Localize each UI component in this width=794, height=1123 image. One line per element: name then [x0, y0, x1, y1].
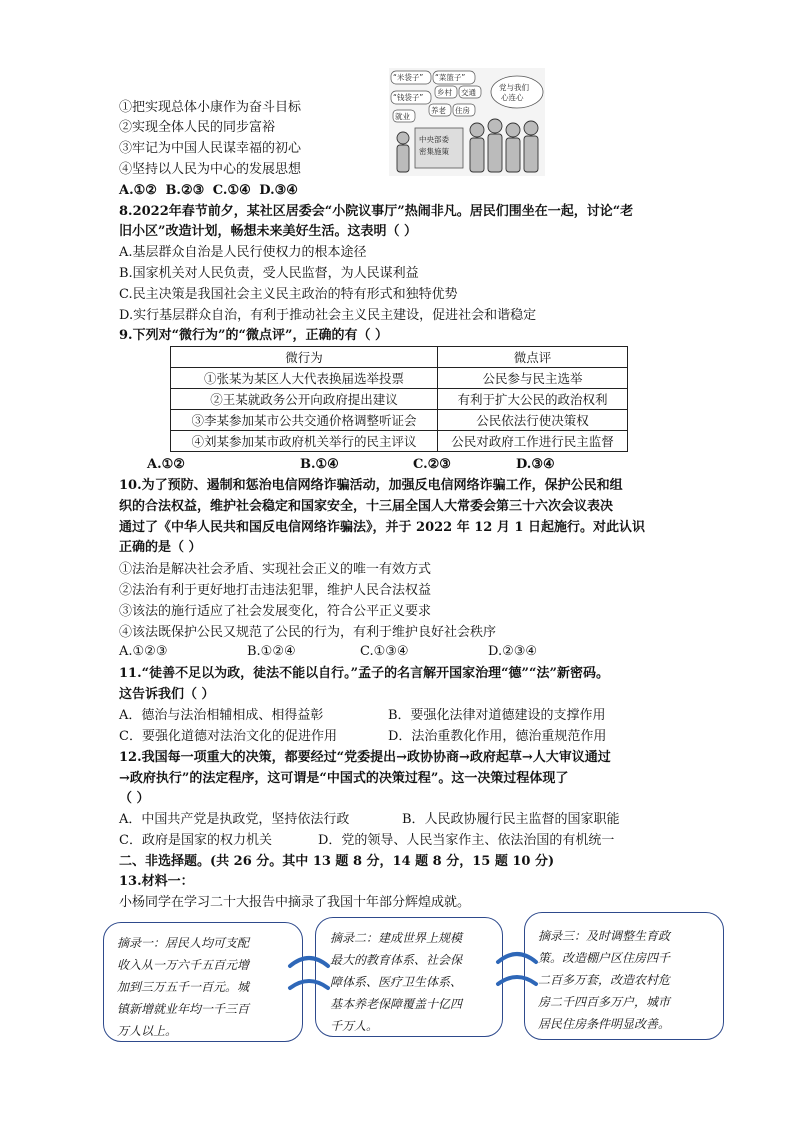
table-header-behavior: 微行为: [171, 347, 438, 368]
q13-title: 13.材料一：: [119, 874, 194, 889]
cartoon-tag-vegetable: “菜篮子”: [435, 73, 466, 82]
q10-option-3: ③该法的施行适应了社会发展变化，符合公平正义要求: [119, 604, 432, 619]
q10-option-4: ④该法既保护公民又规范了公民的行为，有利于维护良好社会秩序: [119, 625, 497, 640]
cartoon-tag-money: “钱袋子”: [393, 93, 424, 102]
q10-answer-b: B.①②④: [247, 644, 296, 659]
q10-answer-d: D.②③④: [488, 644, 538, 659]
table-cell: 公民参与民主选举: [438, 368, 628, 389]
q10-option-2: ②法治有利于更好地打击违法犯罪，维护人民合法权益: [119, 583, 432, 598]
q8-option-c: C.民主决策是我国社会主义民主政治的特有形式和独特优势: [119, 287, 458, 302]
q7-option-4: ④坚持以人民为中心的发展思想: [119, 162, 302, 177]
q12-option-b: B．人民政协履行民主监督的国家职能: [402, 812, 620, 827]
q10-answer-c: C.①③④: [360, 644, 409, 659]
q11-option-a: A．德治与法治相辅相成、相得益彰: [119, 708, 324, 723]
q10-answer-a: A.①②③: [119, 644, 168, 659]
table-cell: ①张某为某区人大代表换届选举投票: [171, 368, 438, 389]
q9-table: [170, 346, 628, 452]
q10-stem-line1: 10.为了预防、遏制和惩治电信网络诈骗活动，加强反电信网络诈骗工作，保护公民和组: [119, 478, 623, 493]
q12-option-d: D．党的领导、人民当家作主、依法治国的有机统一: [318, 833, 615, 848]
table-cell: 公民对政府工作进行民主监督: [438, 431, 628, 452]
q12-stem-line1: 12.我国每一项重大的决策，都要经过“党委提出→政协协商→政府起草→人大审议通过: [119, 750, 611, 765]
q8-option-d: D.实行基层群众自治，有利于推动社会主义民主建设，促进社会和谐稳定: [119, 308, 537, 323]
cartoon-bubble-line1: 党与我们: [499, 83, 529, 92]
cartoon-tag-housing: 住房: [455, 106, 470, 115]
q7-option-1: ①把实现总体小康作为奋斗目标: [119, 100, 302, 115]
excerpt-3-text: 摘录三：及时调整生育政 策。改造棚户区住房四千 二百多万套，改造农村危 房二千四百多万户，城市 居民住房条件明显改善。: [538, 929, 671, 1031]
chain-link-icon: [286, 952, 332, 1002]
excerpt-1-text: 摘录一：居民人均可支配 收入从一万六千五百元增 加到三万五千一百元。城 镇新增就业年均一千三百 万人以上。: [117, 936, 250, 1038]
q9-stem: 9.下列对“微行为”的“微点评”，正确的有（ ）: [119, 328, 389, 343]
chain-link-icon: [494, 948, 540, 998]
q11-stem-line2: 这告诉我们（ ）: [119, 687, 215, 702]
q9-answer-b: B.①④: [300, 457, 339, 472]
table-cell: ②王某就政务公开向政府提出建议: [171, 389, 438, 410]
table-row: [171, 410, 628, 431]
table-cell: 有利于扩大公民的政治权利: [438, 389, 628, 410]
q12-option-c: C．政府是国家的权力机关: [119, 833, 272, 848]
q9-answer-d: D.③④: [516, 457, 555, 472]
table-header-comment: 微点评: [438, 347, 628, 368]
table-row: [171, 431, 628, 452]
q13-intro: 小杨同学在学习二十大报告中摘录了我国十年部分辉煌成就。: [119, 895, 471, 910]
cartoon-tag-rice: “米袋子”: [393, 73, 424, 82]
q11-option-c: C．要强化道德对法治文化的促进作用: [119, 729, 337, 744]
table-header-row: [171, 347, 628, 368]
q8-stem-line2: 旧小区”改造计划，畅想未来美好生活。这表明（ ）: [119, 224, 418, 239]
q12-stem-line3: （ ）: [119, 791, 150, 806]
table-cell: 公民依法行使决策权: [438, 410, 628, 431]
cartoon-bubble-line2: 心连心: [501, 93, 524, 102]
q11-option-b: B．要强化法律对道德建设的支撑作用: [388, 708, 606, 723]
q10-option-1: ①法治是解决社会矛盾、实现社会正义的唯一有效方式: [119, 562, 432, 577]
q10-stem-line4: 正确的是（ ）: [119, 540, 202, 555]
cartoon-tag-job: 就业: [395, 112, 410, 121]
cartoon-sign-line1: 中央部委: [419, 135, 449, 144]
q8-stem-line1: 8.2022年春节前夕，某社区居委会“小院议事厅”热闹非凡。居民们围坐在一起，讨论“老: [119, 204, 634, 219]
cartoon-sign-line2: 密集施策: [419, 147, 449, 156]
q11-stem-line1: 11.“徒善不足以为政，徒法不能以自行。”孟子的名言解开国家治理“德”“法”新密码。: [119, 666, 609, 681]
table-row: [171, 389, 628, 410]
q8-option-b: B.国家机关对人民负责，受人民监督，为人民谋利益: [119, 266, 419, 281]
table-row: [171, 368, 628, 389]
q7-option-3: ③牢记为中国人民谋幸福的初心: [119, 141, 302, 156]
q11-option-d: D．法治重教化作用，德治重规范作用: [388, 729, 607, 744]
cartoon-tag-village: 乡村: [437, 88, 452, 97]
q7-option-2: ②实现全体人民的同步富裕: [119, 120, 276, 135]
q12-stem-line2: →政府执行”的法定程序，这可谓是“中国式的决策过程”。这一决策过程体现了: [119, 771, 569, 786]
cartoon-tag-pension: 养老: [431, 106, 446, 115]
q8-option-a: A.基层群众自治是人民行使权力的根本途径: [119, 245, 367, 260]
cartoon-tag-traffic: 交通: [461, 88, 476, 97]
part2-heading: 二、非选择题。(共 26 分。其中 13 题 8 分，14 题 8 分，15 题 10 分): [119, 854, 555, 869]
table-cell: ④刘某参加某市政府机关举行的民主评议: [171, 431, 438, 452]
q12-option-a: A．中国共产党是执政党，坚持依法行政: [119, 812, 350, 827]
q7-answers: A.①② B.②③ C.①④ D.③④: [119, 183, 298, 198]
q10-stem-line2: 织的合法权益，维护社会稳定和国家安全，十三届全国人大常委会第三十六次会议表决: [119, 499, 614, 514]
excerpt-2-text: 摘录二：建成世界上规模 最大的教育体系、社会保 障体系、医疗卫生体系、 基本养老保障覆盖十亿四 千万人。: [330, 931, 463, 1033]
policy-cartoon-illustration: [389, 68, 545, 176]
q9-answer-c: C.②③: [413, 457, 451, 472]
q9-answer-a: A.①②: [147, 457, 185, 472]
table-cell: ③李某参加某市公共交通价格调整听证会: [171, 410, 438, 431]
q10-stem-line3: 通过了《中华人民共和国反电信网络诈骗法》，并于 2022 年 12 月 1 日起施行。对此认识: [119, 520, 645, 535]
